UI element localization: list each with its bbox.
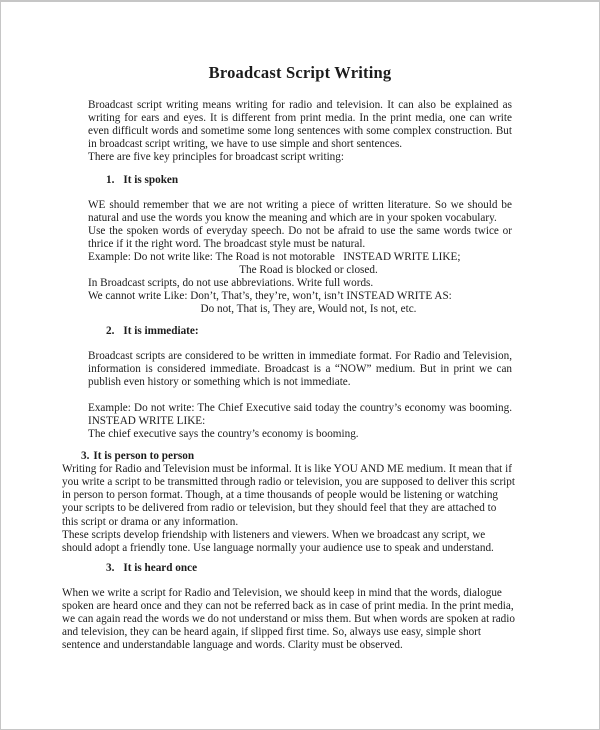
section-4-paragraph-1: When we write a script for Radio and Television, we should keep in mind that the words, dialogue spoken are heard once and they can not be referred back as in case of print media. In the print media, we can again read the words we do not understand or miss them. But when words are spoken at radio and television, they can be heard again, if slipped first time. So, always use easy, simple short sentence and understandable language and words. Clarity must be observed. xyxy=(62,586,515,652)
section-3-paragraph-2: These scripts develop friendship with listeners and viewers. When we broadcast any script, we should adopt a friendly tone. Use language normally your audience use to speak and understand. xyxy=(62,528,494,554)
principles-lead-in: There are five key principles for broadcast script writing: xyxy=(88,151,344,164)
section-1-example-line: Example: Do not write like: The Road is not motorable INSTEAD WRITE LIKE; xyxy=(88,250,461,263)
section-4-heading xyxy=(106,562,599,575)
section-1-number: 1. xyxy=(106,174,115,187)
section-2-heading xyxy=(106,325,599,338)
section-1-contractions-line: We cannot write Like: Don’t, That’s, they’re, won’t, isn’t INSTEAD WRITE AS: xyxy=(88,290,452,303)
section-2-title: It is immediate: xyxy=(123,325,199,338)
section-2-number: 2. xyxy=(106,325,115,338)
section-1-heading xyxy=(106,174,599,187)
section-2-example-rewrite: The chief executive says the country’s economy is booming. xyxy=(88,427,359,440)
section-2-example: Example: Do not write: The Chief Executive said today the country’s economy was booming. INSTEAD WRITE LIKE: xyxy=(88,401,518,427)
section-3-number: 3. xyxy=(81,450,90,463)
section-1-paragraph-2: Use the spoken words of everyday speech. Do not be afraid to use the same words twice or thrice if it the right word. The broadcast style must be natural. xyxy=(88,224,512,250)
page-title: Broadcast Script Writing xyxy=(208,63,392,82)
section-3-heading xyxy=(81,450,599,463)
section-1-example-rewrite: The Road is blocked or closed. xyxy=(239,264,378,277)
section-1-abbreviation-rule: In Broadcast scripts, do not use abbreviations. Write full words. xyxy=(88,277,374,290)
section-4-title: It is heard once xyxy=(123,561,198,574)
section-1-contractions-rewrite: Do not, That is, They are, Would not, Is not, etc. xyxy=(200,303,417,316)
section-1-paragraph-1: WE should remember that we are not writing a piece of written literature. So we should be natural and use the words you know the meaning and which are in your spoken vocabulary. xyxy=(88,198,512,224)
section-3-title: It is person to person xyxy=(93,450,195,463)
section-4-number: 3. xyxy=(106,561,115,574)
intro-paragraph: Broadcast script writing means writing for radio and television. It can also be explained as writing for ears and eyes. It is different from print media. In the print media, one can write even difficult words and sometime some long sentences with some complex construction. But in broadcast script writing, we have to use simple and short sentences. xyxy=(88,99,512,151)
section-2-paragraph-1: Broadcast scripts are considered to be written in immediate format. For Radio and Television, information is considered immediate. Broadcast is a “NOW” medium. But in print we can publish even history or something which is not immediate. xyxy=(88,349,512,388)
section-3-paragraph-1: Writing for Radio and Television must be informal. It is like YOU AND ME medium. It mean that if you write a script to be transmitted through radio or television, you are supposed to deliver this script in person to person format. Though, at a time thousands of people would be listening or watching your scripts to be delivered from radio or television, but they should feel that they are attached to this script or drama or any information. xyxy=(62,463,515,528)
section-1-title: It is spoken xyxy=(123,174,179,187)
